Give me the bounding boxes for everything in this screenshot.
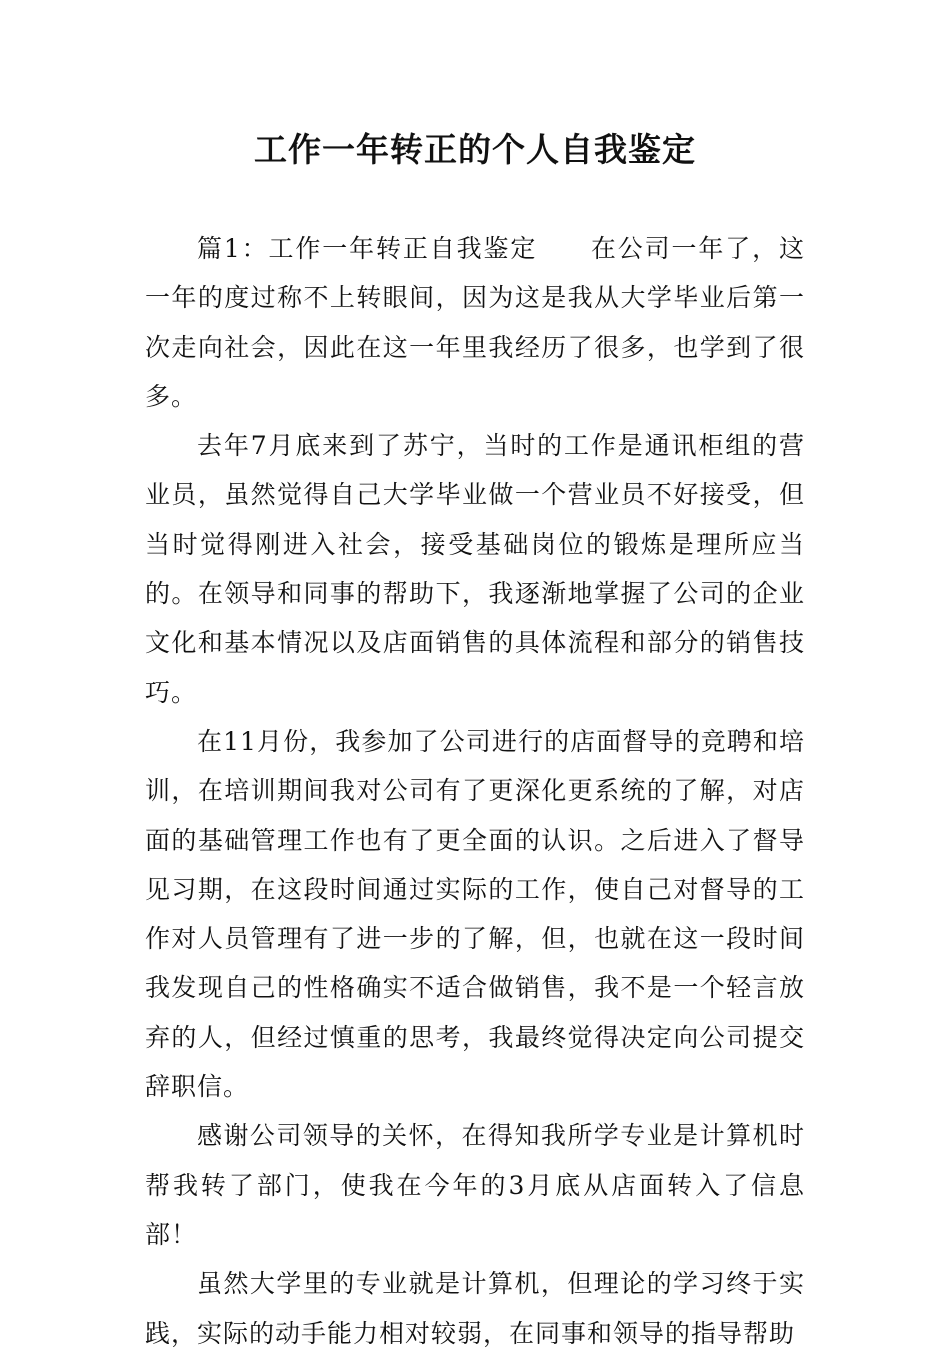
document-body (145, 224, 805, 1358)
paragraph-2: 去年7月底来到了苏宁，当时的工作是通讯柜组的营业员，虽然觉得自己大学毕业做一个营业员不好接受，但当时觉得刚进入社会，接受基础岗位的锻炼是理所应当的。在领导和同事的帮助下，我逐渐地掌握了公司的企业文化和基本情况以及店面销售的具体流程和部分的销售技巧。 (145, 431, 805, 707)
paragraph-1: 篇1：工作一年转正自我鉴定 在公司一年了，这一年的度过称不上转眼间，因为这是我从大学毕业后第一次走向社会，因此在这一年里我经历了很多，也学到了很多。 (145, 234, 805, 411)
paragraph-5: 虽然大学里的专业就是计算机，但理论的学习终于实践，实际的动手能力相对较弱，在同事和领导的指导帮助 (145, 1269, 805, 1348)
document-title: 工作一年转正的个人自我鉴定 (254, 130, 696, 169)
paragraph-4: 感谢公司领导的关怀，在得知我所学专业是计算机时帮我转了部门，使我在今年的3月底从店面转入了信息部！ (145, 1121, 805, 1249)
paragraph-3: 在11月份，我参加了公司进行的店面督导的竞聘和培训，在培训期间我对公司有了更深化更系统的了解，对店面的基础管理工作也有了更全面的认识。之后进入了督导见习期，在这段时间通过实际的工作，使自己对督导的工作对人员管理有了进一步的了解，但，也就在这一段时间我发现自己的性格确实不适合做销售，我不是一个轻言放弃的人，但经过慎重的思考，我最终觉得决定向公司提交辞职信。 (145, 726, 805, 1102)
